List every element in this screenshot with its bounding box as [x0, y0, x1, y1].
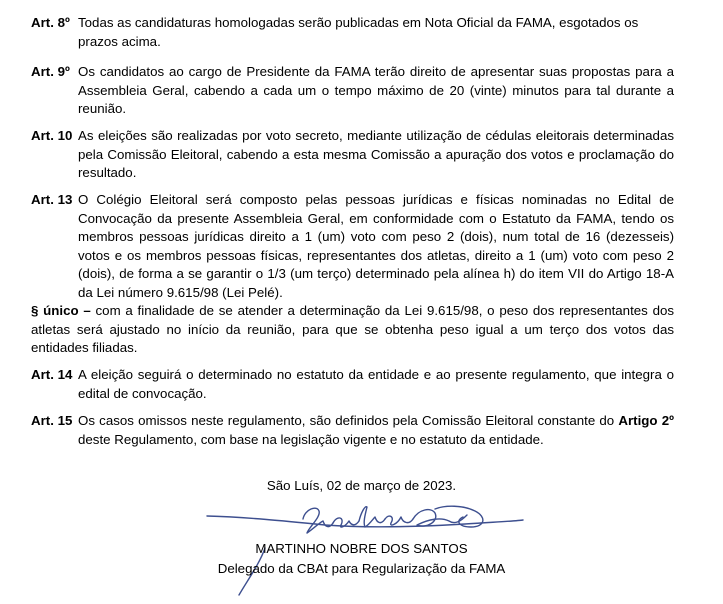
- signer-name: MARTINHO NOBRE DOS SANTOS: [255, 541, 468, 556]
- paragraph-unico: [31, 302, 674, 358]
- article-text: Todas as candidaturas homologadas serão publicadas em Nota Oficial da FAMA, esgotados os prazos acima.: [78, 15, 639, 49]
- article-13: [31, 191, 674, 302]
- article-label: Art. 13: [31, 192, 73, 207]
- article-text: Os candidatos ao cargo de Presidente da FAMA terão direito de apresentar suas propostas para a Assembleia Geral, cabendo a cada um o tempo máximo de 20 (vinte) minutos para tal durante a reunião.: [78, 64, 674, 116]
- article-label: § único –: [31, 303, 91, 318]
- article-label: Art. 15: [31, 413, 73, 428]
- article-text: A eleição seguirá o determinado no estatuto da entidade e ao presente regulamento, que integra o edital de convocação.: [78, 367, 674, 401]
- article-label: Art. 10: [31, 128, 73, 143]
- article-text: [78, 412, 674, 449]
- place-date: São Luís, 02 de março de 2023.: [266, 478, 457, 493]
- article-text: O Colégio Eleitoral será composto pelas pessoas jurídicas e físicas nominadas no Edital de Convocação da presente Assembleia Geral, em conformidade com o Estatuto da FAMA, tendo os membros pessoas jurídicas direito a 1 (um) voto com peso 2 (dois), num total de 16 (dezesseis) votos e os membros pessoas físicas, representantes dos atletas, direito a 1 (um) voto com peso 2 (dois), de forma a se garantir o 1/3 (um terço) determinado pela alínea h) do item VII do Artigo 18-A da Lei número 9.615/98 (Lei Pelé).: [78, 192, 674, 300]
- article-15: [31, 412, 674, 449]
- article-text: As eleições são realizadas por voto secreto, mediante utilização de cédulas eleitorais determinadas pela Comissão Eleitoral, cabendo a esta mesma Comissão a apuração dos votos e proclamação do resultado.: [78, 128, 674, 180]
- article-label: Art. 9º: [31, 64, 70, 79]
- article-text-after: deste Regulamento, com base na legislação vigente e no estatuto da entidade.: [78, 431, 544, 447]
- article-text-before: Os casos omissos neste regulamento, são definidos pela Comissão Eleitoral constante do: [78, 413, 615, 428]
- article-14: [31, 366, 674, 403]
- article-label: Art. 8º: [31, 15, 70, 30]
- signer-role: Delegado da CBAt para Regularização da FAMA: [217, 561, 506, 576]
- article-9: [31, 63, 674, 119]
- article-10: [31, 127, 674, 183]
- article-8: [31, 14, 674, 51]
- article-reference: Artigo 2º: [618, 413, 674, 428]
- article-text: com a finalidade de se atender a determinação da Lei 9.615/98, o peso dos representantes dos atletas será ajustado no início da reunião, para que se obtenha peso igual a um terço dos votos das entidades filiadas.: [31, 303, 675, 355]
- article-label: Art. 14: [31, 367, 73, 382]
